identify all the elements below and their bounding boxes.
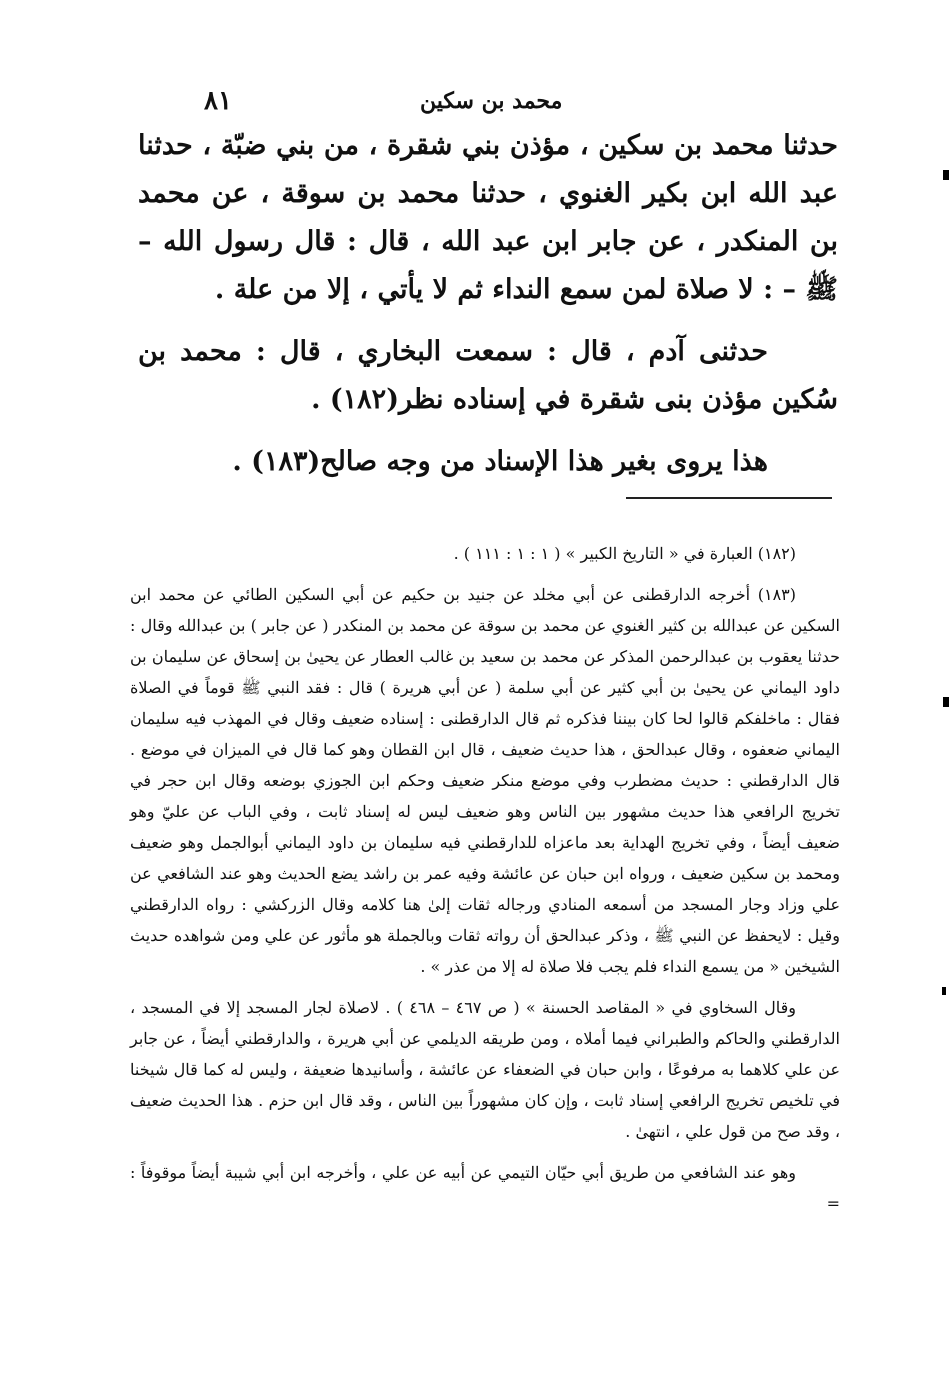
footnote: (١٨٢) العبارة في « التاريخ الكبير » ( ١ : ١ : ١١١ ) . — [453, 544, 796, 563]
main-paragraph: حدثنا محمد بن سكين ، مؤذن بني شقرة ، من بني ضبّة ، حدثنا عبد الله ابن بكير الغنوي ، حدثنا محمد بن سوقة ، عن محمد بن المنكدر ، عن جابر ابن عبد الله ، قال : قال رسول الله – ﷺ – : لا صلاة لمن سمع النداء ثم لا يأتي ، إلا من علة . — [138, 130, 838, 305]
scan-mark — [943, 170, 949, 180]
main-paragraph: هذا يروى بغير هذا الإسناد من وجه صالح(١٨٣) . — [232, 446, 768, 477]
footnote: وقال السخاوي في « المقاصد الحسنة » ( ص ٤٦٧ – ٤٦٨ ) . لاصلاة لجار المسجد إلا في المسجد ، الدارقطني والحاكم والطبراني فيما أملاه ، ومن طريقه الديلمي عن أبي هريرة ، والدارقطني أيضاً ، عن جابر عن علي كلاهما به مرفوعًا ، وابن حبان في الضعفاء عن عائشة ، وأسانيدها ضعيفة ، وليس له كما قال شيخنا في تلخيص تخريج الرافعي إسناد ثابت ، وإن كان مشهوراً بين الناس ، وقد قال ابن حزم . هذا الحديث ضعيف ، وقد صح من قول علي ، انتهىٰ . — [130, 998, 840, 1141]
main-paragraph: حدثنى آدم ، قال : سمعت البخاري ، قال : محمد بن سُكين مؤذن بنى شقرة في إسناده نظر(١٨٢) . — [138, 336, 838, 415]
scan-mark — [943, 697, 949, 707]
footnote: (١٨٣) أخرجه الدارقطنى عن أبي مخلد عن جنيد بن حكيم عن أبي السكين الطائي عن محمد ابن السكين عن عبدالله بن كثير الغنوي عن محمد بن سوقة عن محمد بن المنكدر ( عن جابر ) بن عبدالله وقال : حدثنا يعقوب بن عبدالرحمن المذكر عن محمد بن سعيد بن غالب العطار عن يحيىٰ بن إسحاق عن سليمان بن داود اليماني عن يحيىٰ بن أبي كثير عن أبي سلمة ( عن أبي هريرة ) قال : فقد النبي ﷺ قوماً في الصلاة فقال : ماخلفكم قالوا لحا كان بيننا فذكره ثم قال الدارقطنى : إسناده ضعيف وقال في المهذب فيه سليمان اليماني ضعفوه ، وقال عبدالحق ، هذا حديث ضعيف ، قال ابن القطان وهو كما قال في الميزان في موضع . قال الدارقطني : حديث مضطرب وفي موضع منكر ضعيف وحكم ابن الجوزي بوضعه وقال ابن حجر في تخريج الرافعي هذا حديث مشهور بين الناس وهو ضعيف ليس له إسناد ثابت ، وفي الباب عن عليّ وهو ضعيف أيضاً ، وفي تخريج الهداية بعد ماعزاه للدارقطني فيه سليمان بن داود اليماني أبوالجمل وهو ضعيف ومحمد بن سكين ضعيف ، ورواه ابن حبان عن عائشة وفيه عمر بن راشد يضع الحديث وهو عند الشافعي عن علي وزاد وجار المسجد من أسمعه المنادي ورجاله ثقات إلىٰ هنا كلامه وقال الزركشي : رواه الدارقطني وقيل : لايحفظ عن النبي ﷺ ، وذكر عبدالحق أن رواته ثقات وبالجملة هو مأثور عن علي ومن شواهده حديث الشيخين « من يسمع النداء فلم يجب فلا صلاة له إلا من عذر » . — [130, 585, 841, 976]
scan-mark — [942, 987, 946, 995]
page-header — [130, 86, 840, 122]
page-number: ٨١ — [204, 86, 232, 116]
main-text — [138, 122, 838, 500]
footnote: وهو عند الشافعي من طريق أبي حيّان التيمي عن أبيه عن علي ، وأخرجه ابن أبي شيبة أيضاً موقوفاً : = — [130, 1163, 840, 1213]
footnotes — [130, 538, 840, 1229]
running-title: محمد بن سكين — [420, 88, 563, 114]
footnote-separator — [626, 497, 832, 499]
